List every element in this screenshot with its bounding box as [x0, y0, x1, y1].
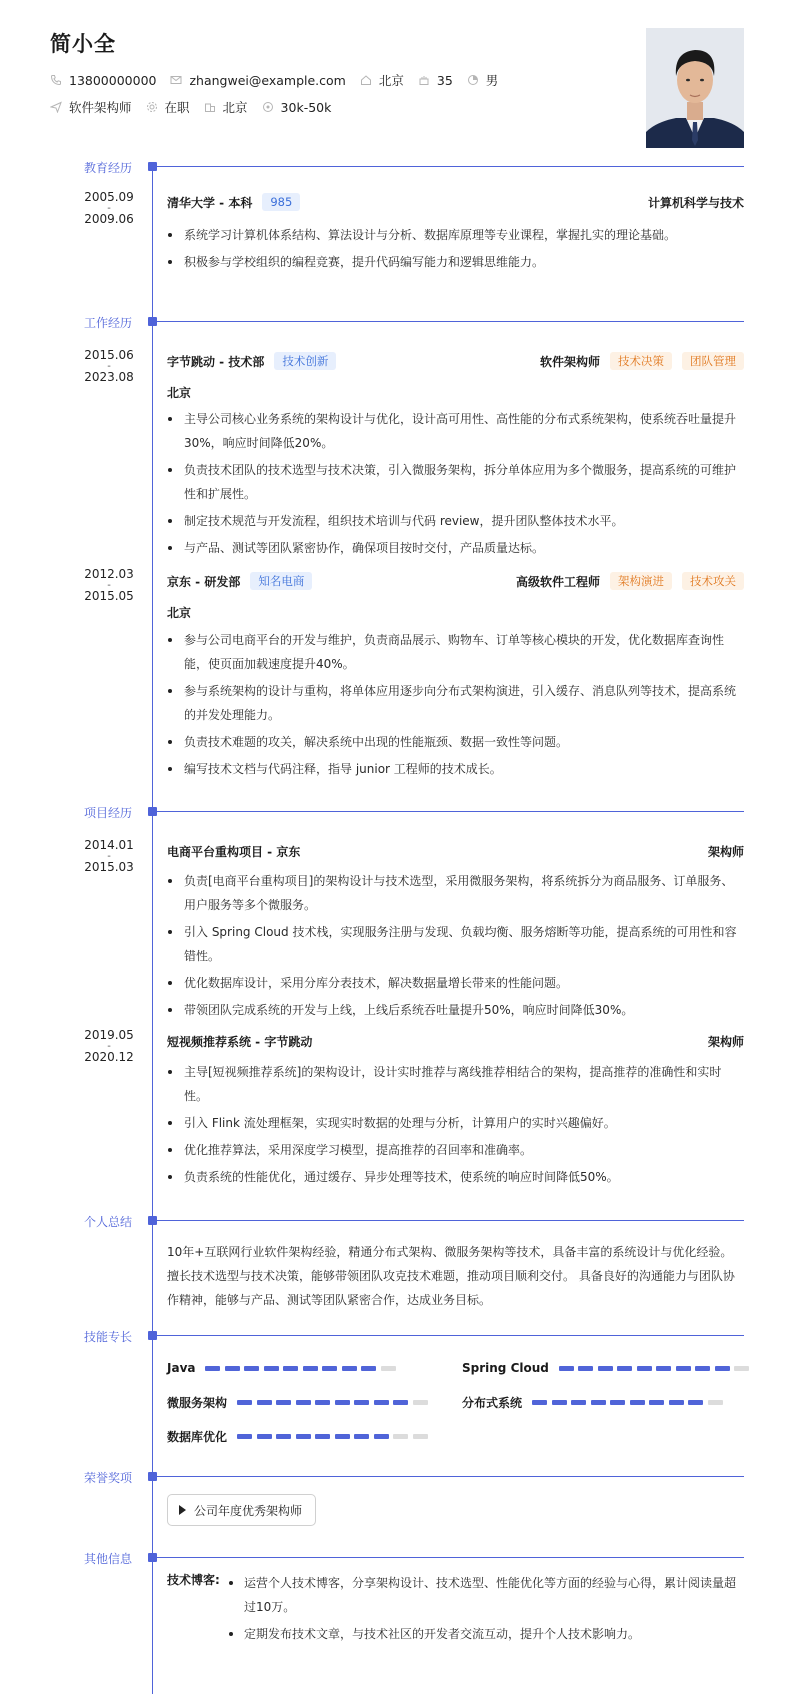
timeline-marker	[148, 1216, 157, 1225]
award-toggle[interactable]	[167, 1494, 316, 1526]
date-end: 2020.12	[84, 1050, 134, 1064]
list-item: 系统学习计算机体系结构、算法设计与分析、数据库原理等专业课程，掌握扎实的理论基础。	[167, 223, 744, 247]
list-item: 参与公司电商平台的开发与维护，负责商品展示、购物车、订单等核心模块的开发，优化数据库查询性能，使页面加载速度提升40%。	[167, 628, 744, 676]
date-separator: -	[107, 361, 111, 372]
section-title-summary: 个人总结	[84, 1215, 133, 1229]
location-item	[360, 71, 404, 89]
major-wrap	[648, 194, 744, 211]
location-text: 北京	[378, 73, 404, 88]
role-tag: 技术决策	[610, 352, 672, 370]
section-title-honors: 荣誉奖项	[84, 1471, 133, 1485]
timeline-marker	[148, 1553, 157, 1562]
timeline-marker	[148, 1472, 157, 1481]
skill-level-segment	[374, 1434, 389, 1439]
date-start: 2019.05	[84, 1028, 134, 1042]
project-role: 架构师	[707, 844, 744, 859]
role-tag: 架构演进	[610, 572, 672, 590]
project-bullets	[167, 869, 744, 1025]
date-start: 2014.01	[84, 838, 134, 852]
list-item: 主导公司核心业务系统的架构设计与优化，设计高可用性、高性能的分布式系统架构，使系统吞吐量提升30%，响应时间降低20%。	[167, 407, 744, 455]
skill-name: Spring Cloud	[462, 1361, 549, 1375]
company-tag: 知名电商	[250, 572, 312, 590]
skill-level-segment	[393, 1400, 408, 1405]
education-bullets	[167, 223, 744, 277]
section-divider	[157, 1335, 744, 1336]
contact-row	[50, 71, 512, 89]
play-icon	[179, 1505, 186, 1515]
project-role: 架构师	[707, 1034, 744, 1049]
section-other	[0, 1550, 794, 1570]
skill-level-segment	[374, 1400, 389, 1405]
date-separator: -	[107, 203, 111, 214]
skill-level-segment	[237, 1400, 252, 1405]
date-start: 2005.09	[84, 190, 134, 204]
job-role: 高级软件工程师	[515, 574, 600, 589]
skill-level-segment	[296, 1400, 311, 1405]
city-text: 北京	[222, 100, 248, 115]
list-item: 运营个人技术博客，分享架构设计、技术选型、性能优化等方面的经验与心得，累计阅读量超过10万。	[228, 1571, 744, 1619]
skill-java	[167, 1358, 400, 1378]
other-bullets	[228, 1571, 744, 1649]
role-wrap	[708, 1033, 744, 1050]
email-item	[170, 73, 345, 88]
skill-level-bar	[559, 1366, 754, 1371]
skill-level-segment	[322, 1366, 337, 1371]
email-text: zhangwei@example.com	[189, 72, 346, 88]
skill-level-segment	[715, 1366, 730, 1371]
section-divider	[157, 166, 744, 167]
age-icon	[418, 74, 430, 86]
skill-level-segment	[335, 1434, 350, 1439]
summary-text: 10年+互联网行业软件架构经验，精通分布式架构、微服务架构等技术，具备丰富的系统设计与优化经验。擅长技术选型与技术决策，能够带领团队攻克技术难题，推动项目顺利交付。 具备良好的沟通能力与团队协作精神，能够与产品、测试等团队紧密合作，达成业务目标。	[167, 1245, 735, 1307]
list-item: 优化数据库设计，采用分库分表技术，解决数据量增长带来的性能问题。	[167, 971, 744, 995]
timeline-marker	[148, 317, 157, 326]
skill-level-segment	[381, 1366, 396, 1371]
skill-spring-cloud	[462, 1358, 754, 1378]
skill-level-segment	[669, 1400, 684, 1405]
list-item: 负责技术难题的攻关，解决系统中出现的性能瓶颈、数据一致性等问题。	[167, 730, 744, 754]
skill-level-segment	[354, 1434, 369, 1439]
skill-level-segment	[257, 1434, 272, 1439]
section-title-skills: 技能专长	[84, 1330, 133, 1344]
position-item	[50, 98, 132, 116]
skill-level-segment	[571, 1400, 586, 1405]
skill-level-segment	[598, 1366, 613, 1371]
skill-level-segment	[552, 1400, 567, 1405]
list-item: 负责技术团队的技术选型与技术决策，引入微服务架构，拆分单体应用为多个微服务，提高系统的可维护性和扩展性。	[167, 458, 744, 506]
project-entry-header	[167, 1031, 744, 1051]
skill-level-segment	[315, 1434, 330, 1439]
section-divider	[157, 321, 744, 322]
project-title: 短视频推荐系统 - 字节跳动	[167, 1034, 313, 1049]
work-bullets	[167, 628, 744, 784]
phone-text: 13800000000	[69, 72, 157, 88]
phone-item	[50, 73, 156, 88]
skill-level-segment	[205, 1366, 220, 1371]
skill-level-segment	[257, 1400, 272, 1405]
work-bullets	[167, 407, 744, 563]
list-item: 负责系统的性能优化，通过缓存、异步处理等技术，使系统的响应时间降低50%。	[167, 1165, 744, 1189]
section-work	[0, 314, 794, 334]
job-row	[50, 98, 345, 116]
work-date	[84, 568, 134, 603]
skill-level-segment	[656, 1366, 671, 1371]
skill-level-segment	[708, 1400, 723, 1405]
list-item: 优化推荐算法，采用深度学习模型，提高推荐的召回率和准确率。	[167, 1138, 744, 1162]
date-end: 2023.08	[84, 370, 134, 384]
skill-level-segment	[264, 1366, 279, 1371]
date-start: 2012.03	[84, 567, 134, 581]
skill-name: 微服务架构	[167, 1395, 228, 1410]
skill-name: 数据库优化	[167, 1429, 228, 1444]
company-title: 字节跳动 - 技术部	[167, 354, 265, 369]
skill-level-segment	[637, 1366, 652, 1371]
skill-level-segment	[559, 1366, 574, 1371]
list-item: 与产品、测试等团队紧密协作，确保项目按时交付，产品质量达标。	[167, 536, 744, 560]
skill-level-segment	[413, 1434, 428, 1439]
section-title-work: 工作经历	[84, 316, 133, 330]
skill-level-bar	[205, 1366, 400, 1371]
skill-level-bar	[532, 1400, 727, 1405]
job-role: 软件架构师	[539, 354, 600, 369]
skill-level-segment	[591, 1400, 606, 1405]
work-city: 北京	[167, 386, 192, 400]
education-entry-header	[167, 192, 744, 212]
section-divider	[157, 1557, 744, 1558]
skill-level-segment	[630, 1400, 645, 1405]
school-tag: 985	[262, 193, 300, 211]
role-wrap	[540, 352, 744, 370]
skill-level-segment	[393, 1434, 408, 1439]
skill-level-segment	[283, 1366, 298, 1371]
skill-level-segment	[335, 1400, 350, 1405]
list-item: 定期发布技术文章，与技术社区的开发者交流互动，提升个人技术影响力。	[228, 1622, 744, 1646]
skill-level-segment	[532, 1400, 547, 1405]
profile-photo	[646, 28, 744, 148]
send-icon	[50, 101, 62, 113]
list-item: 编写技术文档与代码注释，指导 junior 工程师的技术成长。	[167, 757, 744, 781]
status-item	[146, 98, 190, 116]
skill-level-segment	[734, 1366, 749, 1371]
salary-item	[262, 100, 332, 115]
age-item	[418, 73, 453, 88]
skill-level-segment	[244, 1366, 259, 1371]
status-text: 在职	[164, 100, 190, 115]
skill-level-segment	[413, 1400, 428, 1405]
project-date	[84, 839, 134, 874]
status-icon	[146, 101, 158, 113]
section-education	[0, 159, 794, 179]
candidate-name: 简小全	[50, 32, 116, 56]
skill-level-segment	[649, 1400, 664, 1405]
skill-level-segment	[578, 1366, 593, 1371]
skill-level-segment	[676, 1366, 691, 1371]
skill-level-segment	[225, 1366, 240, 1371]
position-text: 软件架构师	[69, 100, 132, 115]
skill-name: Java	[167, 1361, 196, 1375]
section-honors	[0, 1469, 794, 1489]
date-end: 2009.06	[84, 212, 134, 226]
skill-db-optimization	[167, 1426, 432, 1446]
section-divider	[157, 1220, 744, 1221]
section-title-education: 教育经历	[84, 161, 133, 175]
list-item: 参与系统架构的设计与重构，将单体应用逐步向分布式架构演进，引入缓存、消息队列等技术，提高系统的并发处理能力。	[167, 679, 744, 727]
date-separator: -	[107, 851, 111, 862]
date-separator: -	[107, 580, 111, 591]
skill-microservices	[167, 1392, 432, 1412]
gender-icon	[467, 74, 479, 86]
list-item: 带领团队完成系统的开发与上线，上线后系统吞吐量提升50%，响应时间降低30%。	[167, 998, 744, 1022]
salary-icon	[262, 101, 274, 113]
education-date	[84, 191, 134, 226]
city-item	[204, 98, 248, 116]
other-label: 技术博客:	[167, 1573, 220, 1587]
gender-text: 男	[485, 73, 499, 88]
skill-level-segment	[296, 1434, 311, 1439]
skill-name: 分布式系统	[462, 1395, 523, 1410]
skill-level-segment	[361, 1366, 376, 1371]
skill-level-segment	[303, 1366, 318, 1371]
skill-level-segment	[695, 1366, 710, 1371]
home-icon	[360, 74, 372, 86]
skill-level-segment	[354, 1400, 369, 1405]
list-item: 制定技术规范与开发流程，组织技术培训与代码 review，提升团队整体技术水平。	[167, 509, 744, 533]
skill-level-segment	[617, 1366, 632, 1371]
list-item: 引入 Flink 流处理框架，实现实时数据的处理与分析，计算用户的实时兴趣偏好。	[167, 1111, 744, 1135]
section-title-other: 其他信息	[84, 1552, 133, 1566]
timeline-marker	[148, 1331, 157, 1340]
skill-level-segment	[276, 1400, 291, 1405]
work-entry-header	[167, 351, 744, 371]
section-divider	[157, 1476, 744, 1477]
award-label: 公司年度优秀架构师	[194, 1503, 303, 1518]
company-tag: 技术创新	[274, 352, 336, 370]
skill-level-bar	[237, 1400, 432, 1405]
timeline-marker	[148, 807, 157, 816]
skill-level-segment	[688, 1400, 703, 1405]
mail-icon	[170, 74, 182, 86]
role-wrap	[516, 572, 744, 590]
date-separator: -	[107, 1041, 111, 1052]
timeline-marker	[148, 162, 157, 171]
role-tag: 团队管理	[682, 352, 744, 370]
date-end: 2015.05	[84, 589, 134, 603]
skill-level-bar	[237, 1434, 432, 1439]
timeline-line	[152, 168, 153, 1694]
skill-distributed	[462, 1392, 727, 1412]
age-text: 35	[436, 72, 453, 88]
building-icon	[204, 101, 216, 113]
skill-level-segment	[610, 1400, 625, 1405]
section-title-project: 项目经历	[84, 806, 133, 820]
skill-level-segment	[315, 1400, 330, 1405]
skill-level-segment	[342, 1366, 357, 1371]
project-entry-header	[167, 841, 744, 861]
school-title: 清华大学 - 本科	[167, 195, 253, 210]
date-end: 2015.03	[84, 860, 134, 874]
list-item: 主导[短视频推荐系统]的架构设计，设计实时推荐与离线推荐相结合的架构，提高推荐的准确性和实时性。	[167, 1060, 744, 1108]
work-entry-header	[167, 571, 744, 591]
work-city: 北京	[167, 606, 192, 620]
role-wrap	[708, 843, 744, 860]
role-tag: 技术攻关	[682, 572, 744, 590]
section-skills	[0, 1328, 794, 1348]
phone-icon	[50, 74, 62, 86]
skill-level-segment	[237, 1434, 252, 1439]
list-item: 负责[电商平台重构项目]的架构设计与技术选型，采用微服务架构，将系统拆分为商品服务、订单服务、用户服务等多个微服务。	[167, 869, 744, 917]
salary-text: 30k-50k	[280, 99, 332, 115]
section-divider	[157, 811, 744, 812]
work-date	[84, 349, 134, 384]
gender-item	[467, 71, 499, 89]
skill-level-segment	[276, 1434, 291, 1439]
project-date	[84, 1029, 134, 1064]
list-item: 积极参与学校组织的编程竞赛，提升代码编写能力和逻辑思维能力。	[167, 250, 744, 274]
section-summary	[0, 1213, 794, 1233]
project-bullets	[167, 1060, 744, 1192]
date-start: 2015.06	[84, 348, 134, 362]
major: 计算机科学与技术	[647, 195, 744, 210]
project-title: 电商平台重构项目 - 京东	[167, 844, 301, 859]
list-item: 引入 Spring Cloud 技术栈，实现服务注册与发现、负载均衡、服务熔断等功能，提高系统的可用性和容错性。	[167, 920, 744, 968]
company-title: 京东 - 研发部	[167, 574, 241, 589]
section-project	[0, 804, 794, 824]
